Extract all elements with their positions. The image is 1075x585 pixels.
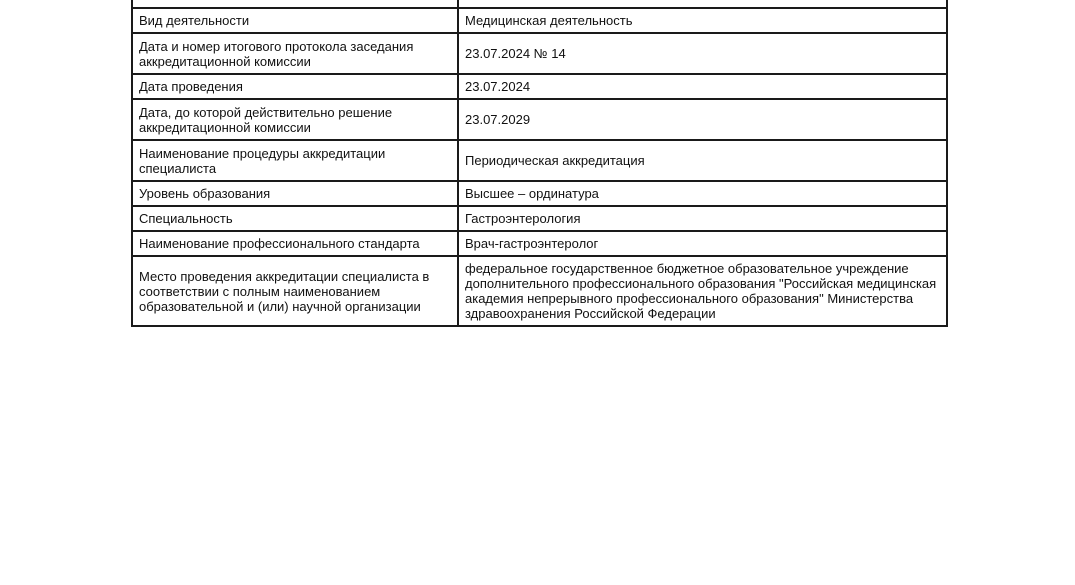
table-value-cell: федеральное государственное бюджетное образовательное учреждение дополнительного профессионального образования "Российская медицинская академия непрерывного профессионального образования" Министерства здравоохранения Российской Федерации [458,256,947,326]
table-row-specialty [132,206,947,231]
table-label-cell: Дата проведения [132,74,458,99]
table-label-cell: Наименование профессионального стандарта [132,231,458,256]
table-row-cut-off [132,0,947,8]
table-row-date [132,74,947,99]
accreditation-details-table [131,0,948,327]
table-row-education-level [132,181,947,206]
table-row-activity-type [132,8,947,33]
table-value-cell: Гастроэнтерология [458,206,947,231]
table-value-cell: 23.07.2024 № 14 [458,33,947,74]
table-value-cell: Периодическая аккредитация [458,140,947,181]
table-value-cell: Врач-гастроэнтеролог [458,231,947,256]
table-row-procedure [132,140,947,181]
table-label-cell: Дата и номер итогового протокола заседания аккредитационной комиссии [132,33,458,74]
table-label-cell: Наименование процедуры аккредитации специалиста [132,140,458,181]
table-label-cell: Дата, до которой действительно решение аккредитационной комиссии [132,99,458,140]
table-label-cell: Специальность [132,206,458,231]
table-row-venue [132,256,947,326]
table-label-cell: Место проведения аккредитации специалиста в соответствии с полным наименованием образовательной и (или) научной организации [132,256,458,326]
table-value-cell: Медицинская деятельность [458,8,947,33]
table-row-professional-standard [132,231,947,256]
table-row-valid-until [132,99,947,140]
table-label-cell: Уровень образования [132,181,458,206]
table-row-protocol [132,33,947,74]
table-value-cell-cut-off [458,0,947,8]
table-label-cell: Вид деятельности [132,8,458,33]
table-label-cell-cut-off [132,0,458,8]
table-value-cell: 23.07.2029 [458,99,947,140]
table-value-cell: 23.07.2024 [458,74,947,99]
table-value-cell: Высшее – ординатура [458,181,947,206]
